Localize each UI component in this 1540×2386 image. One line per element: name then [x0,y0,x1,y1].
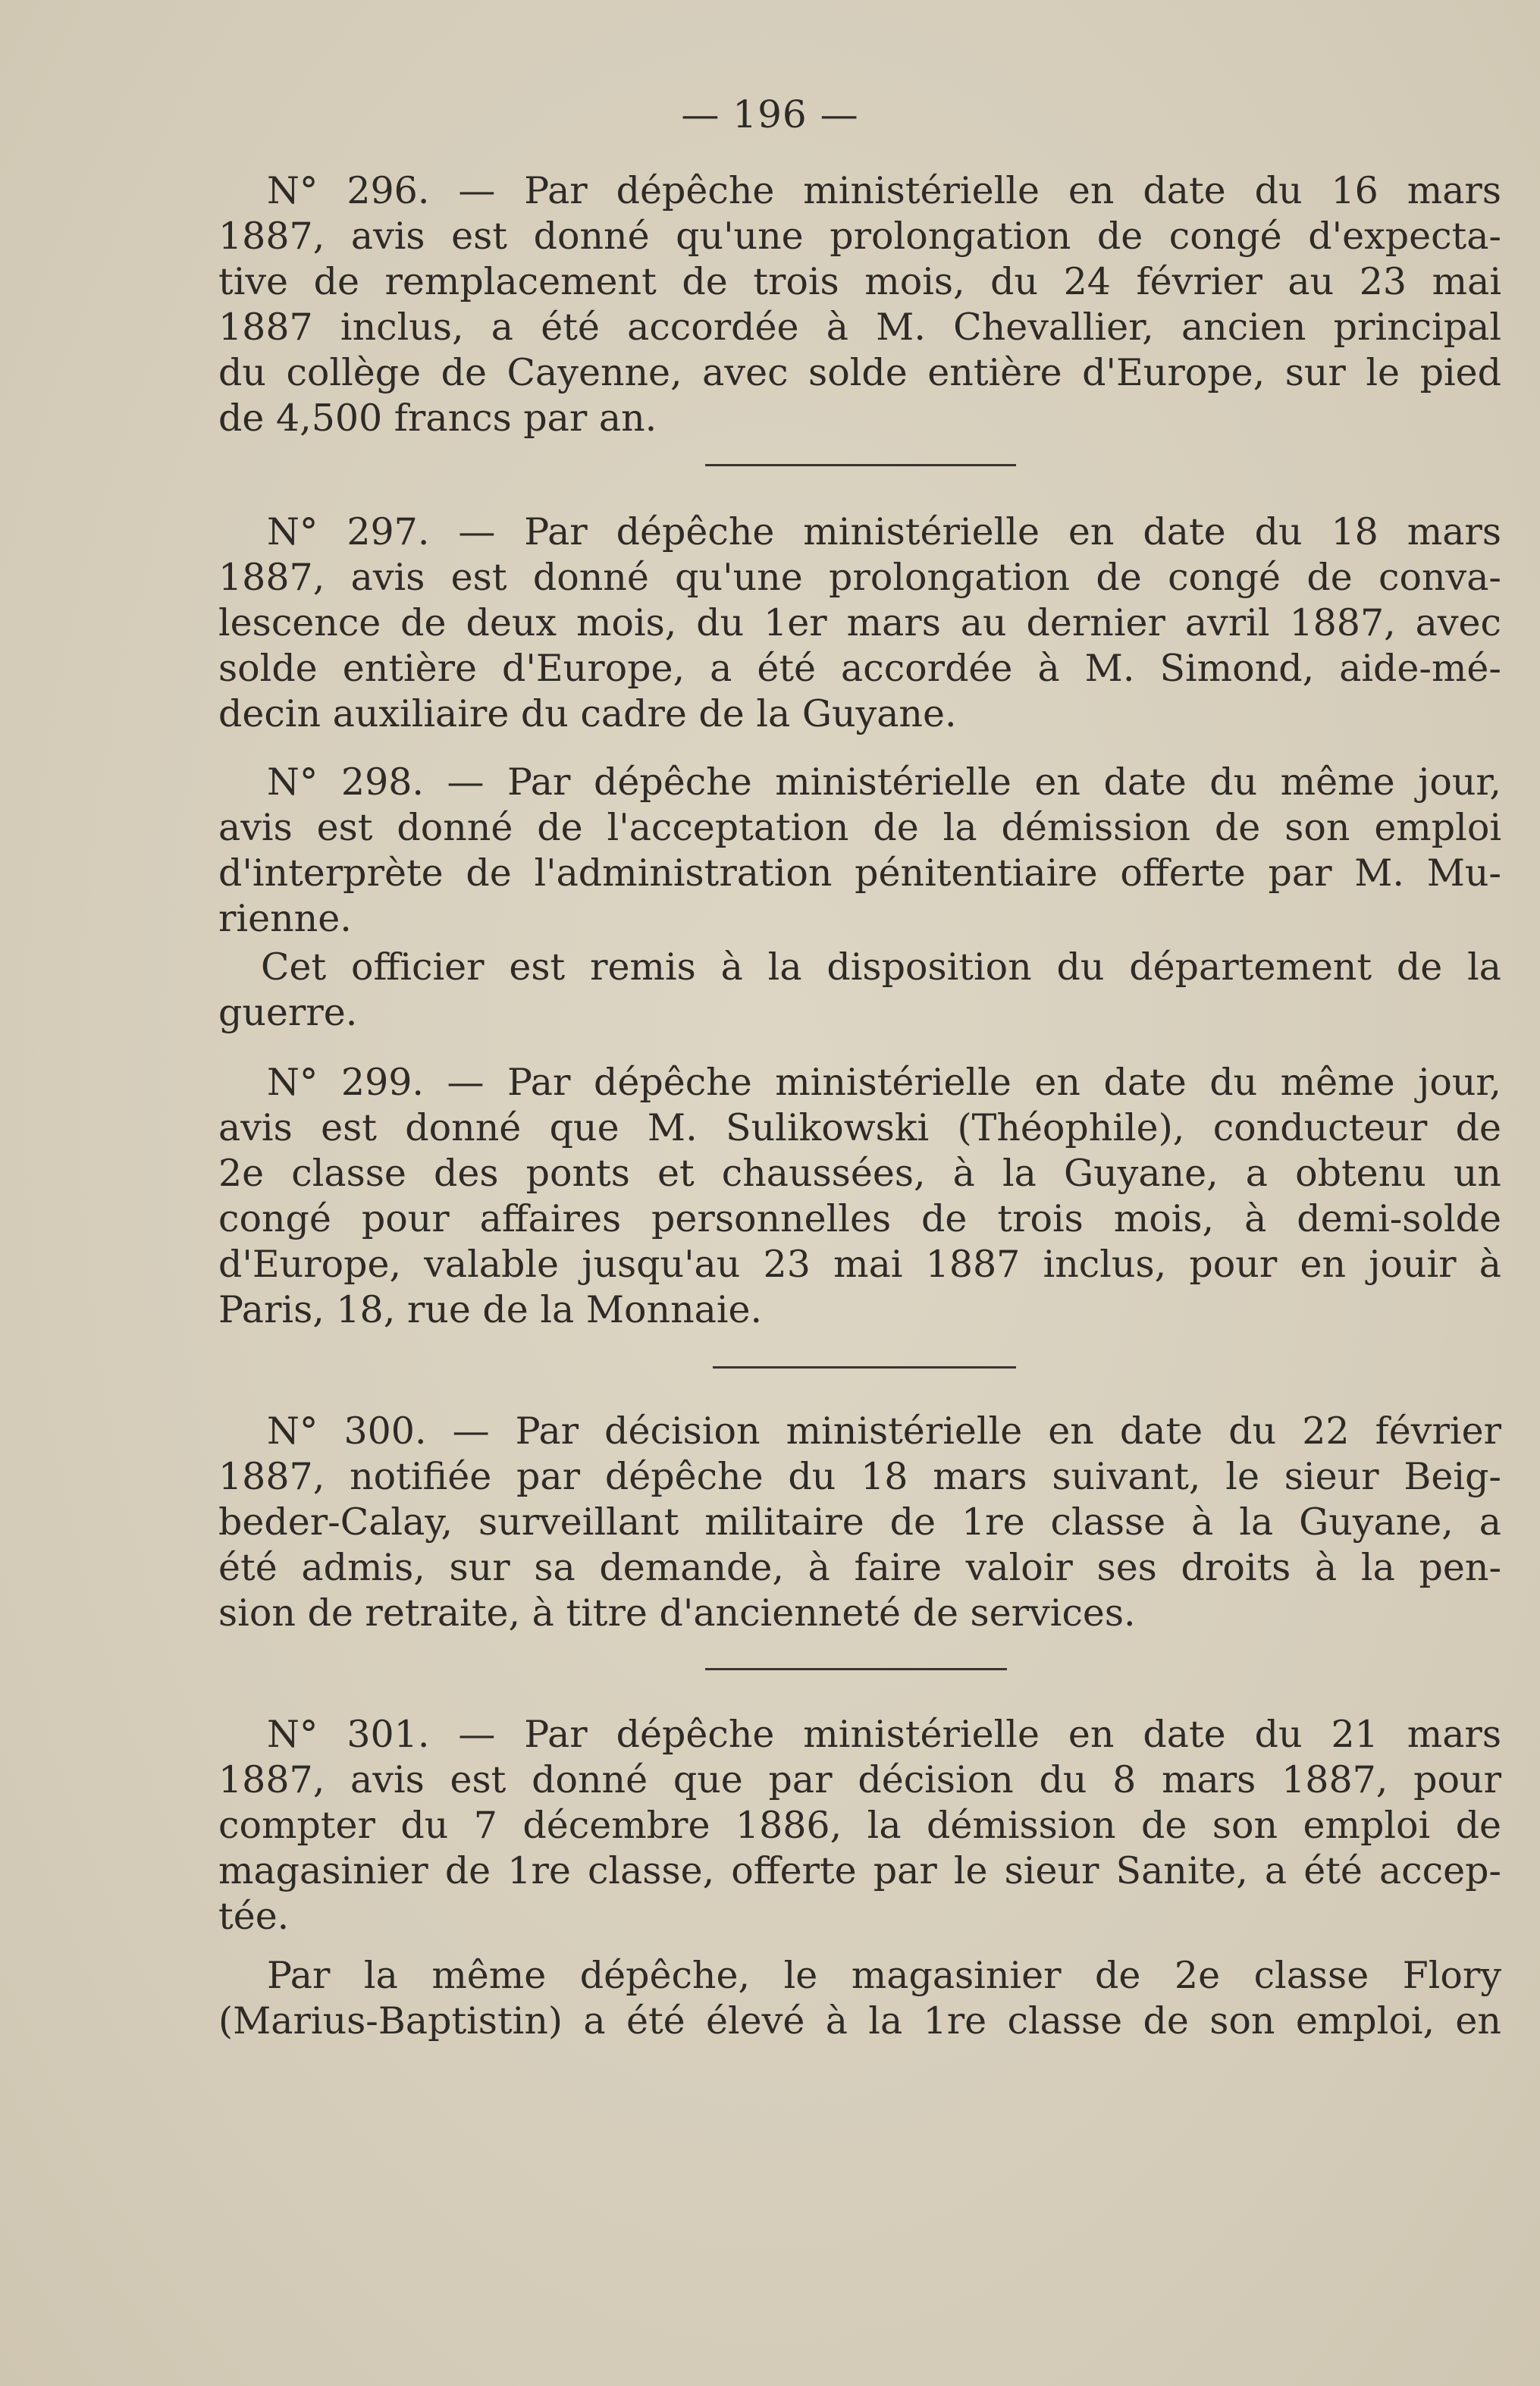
text-line: N° 299. — Par dépêche ministérielle en date du même jour, [267,1061,1501,1104]
entry-300 [218,1409,1501,1636]
text-line: guerre. [218,991,358,1034]
text-line: N° 296. — Par dépêche ministérielle en date du 16 mars [267,169,1501,212]
text-line: Paris, 18, rue de la Monnaie. [218,1288,763,1331]
text-line: 1887, avis est donné qu'une prolongation de congé de conva- [218,556,1501,599]
text-line: (Marius-Baptistin) a été élevé à la 1re classe de son emploi, en [218,1999,1501,2043]
text-line: du collège de Cayenne, avec solde entière d'Europe, sur le pied [218,351,1501,394]
entry-301 [218,1712,1501,1939]
entry-296 [218,168,1501,441]
separator-rule [713,1366,1016,1369]
text-line: tive de remplacement de trois mois, du 24 février au 23 mai [218,260,1501,303]
text-line: Par la même dépêche, le magasinier de 2e classe Flory [267,1954,1501,1997]
text-line: rienne. [218,897,352,940]
text-line: avis est donné de l'acceptation de la démission de son emploi [218,806,1501,849]
text-line: beder-Calay, surveillant militaire de 1re classe à la Guyane, a [218,1500,1501,1544]
entry-297 [218,509,1501,737]
text-line: 1887, avis est donné qu'une prolongation de congé d'expecta- [218,215,1501,258]
text-line: 1887, avis est donné que par décision du 8 mars 1887, pour [218,1758,1501,1801]
entry-298 [218,760,1501,942]
text-line: sion de retraite, à titre d'ancienneté de services. [218,1591,1136,1635]
text-line: decin auxiliaire du cadre de la Guyane. [218,692,957,735]
text-line: été admis, sur sa demande, à faire valoir ses droits à la pen- [218,1546,1501,1589]
text-line: 1887 inclus, a été accordée à M. Chevallier, ancien principal [218,306,1501,349]
text-line: 1887, notifiée par dépêche du 18 mars suivant, le sieur Beig- [218,1455,1501,1498]
text-line: N° 300. — Par décision ministérielle en date du 22 février [267,1409,1501,1453]
text-line: congé pour affaires personnelles de trois mois, à demi-solde [218,1197,1501,1240]
paragraph-meme-depeche [218,1953,1501,2044]
text-line: Cet officier est remis à la disposition du département de la [261,945,1501,989]
text-line: d'interprète de l'administration pénitentiaire offerte par M. Mu- [218,851,1501,895]
text-line: de 4,500 francs par an. [218,397,657,440]
text-line: magasinier de 1re classe, offerte par le sieur Sanite, a été accep- [218,1849,1501,1892]
text-line: 2e classe des ponts et chaussées, à la Guyane, a obtenu un [218,1152,1501,1195]
text-line: tée. [218,1895,290,1938]
text-line: N° 297. — Par dépêche ministérielle en date du 18 mars [267,510,1501,553]
text-line: lescence de deux mois, du 1er mars au dernier avril 1887, avec [218,601,1501,644]
separator-rule [705,1668,1007,1670]
text-line: N° 301. — Par dépêche ministérielle en date du 21 mars [267,1713,1501,1756]
entry-299 [218,1060,1501,1333]
text-line: compter du 7 décembre 1886, la démission de son emploi de [218,1804,1501,1847]
separator-rule [705,464,1016,466]
page-number: — 196 — [681,92,859,136]
text-line: N° 298. — Par dépêche ministérielle en date du même jour, [267,760,1501,804]
paragraph-officier [218,945,1501,1036]
text-line: avis est donné que M. Sulikowski (Théophile), conducteur de [218,1106,1501,1149]
text-line: solde entière d'Europe, a été accordée à M. Simond, aide-mé- [218,647,1501,690]
text-line: d'Europe, valable jusqu'au 23 mai 1887 inclus, pour en jouir à [218,1243,1501,1286]
